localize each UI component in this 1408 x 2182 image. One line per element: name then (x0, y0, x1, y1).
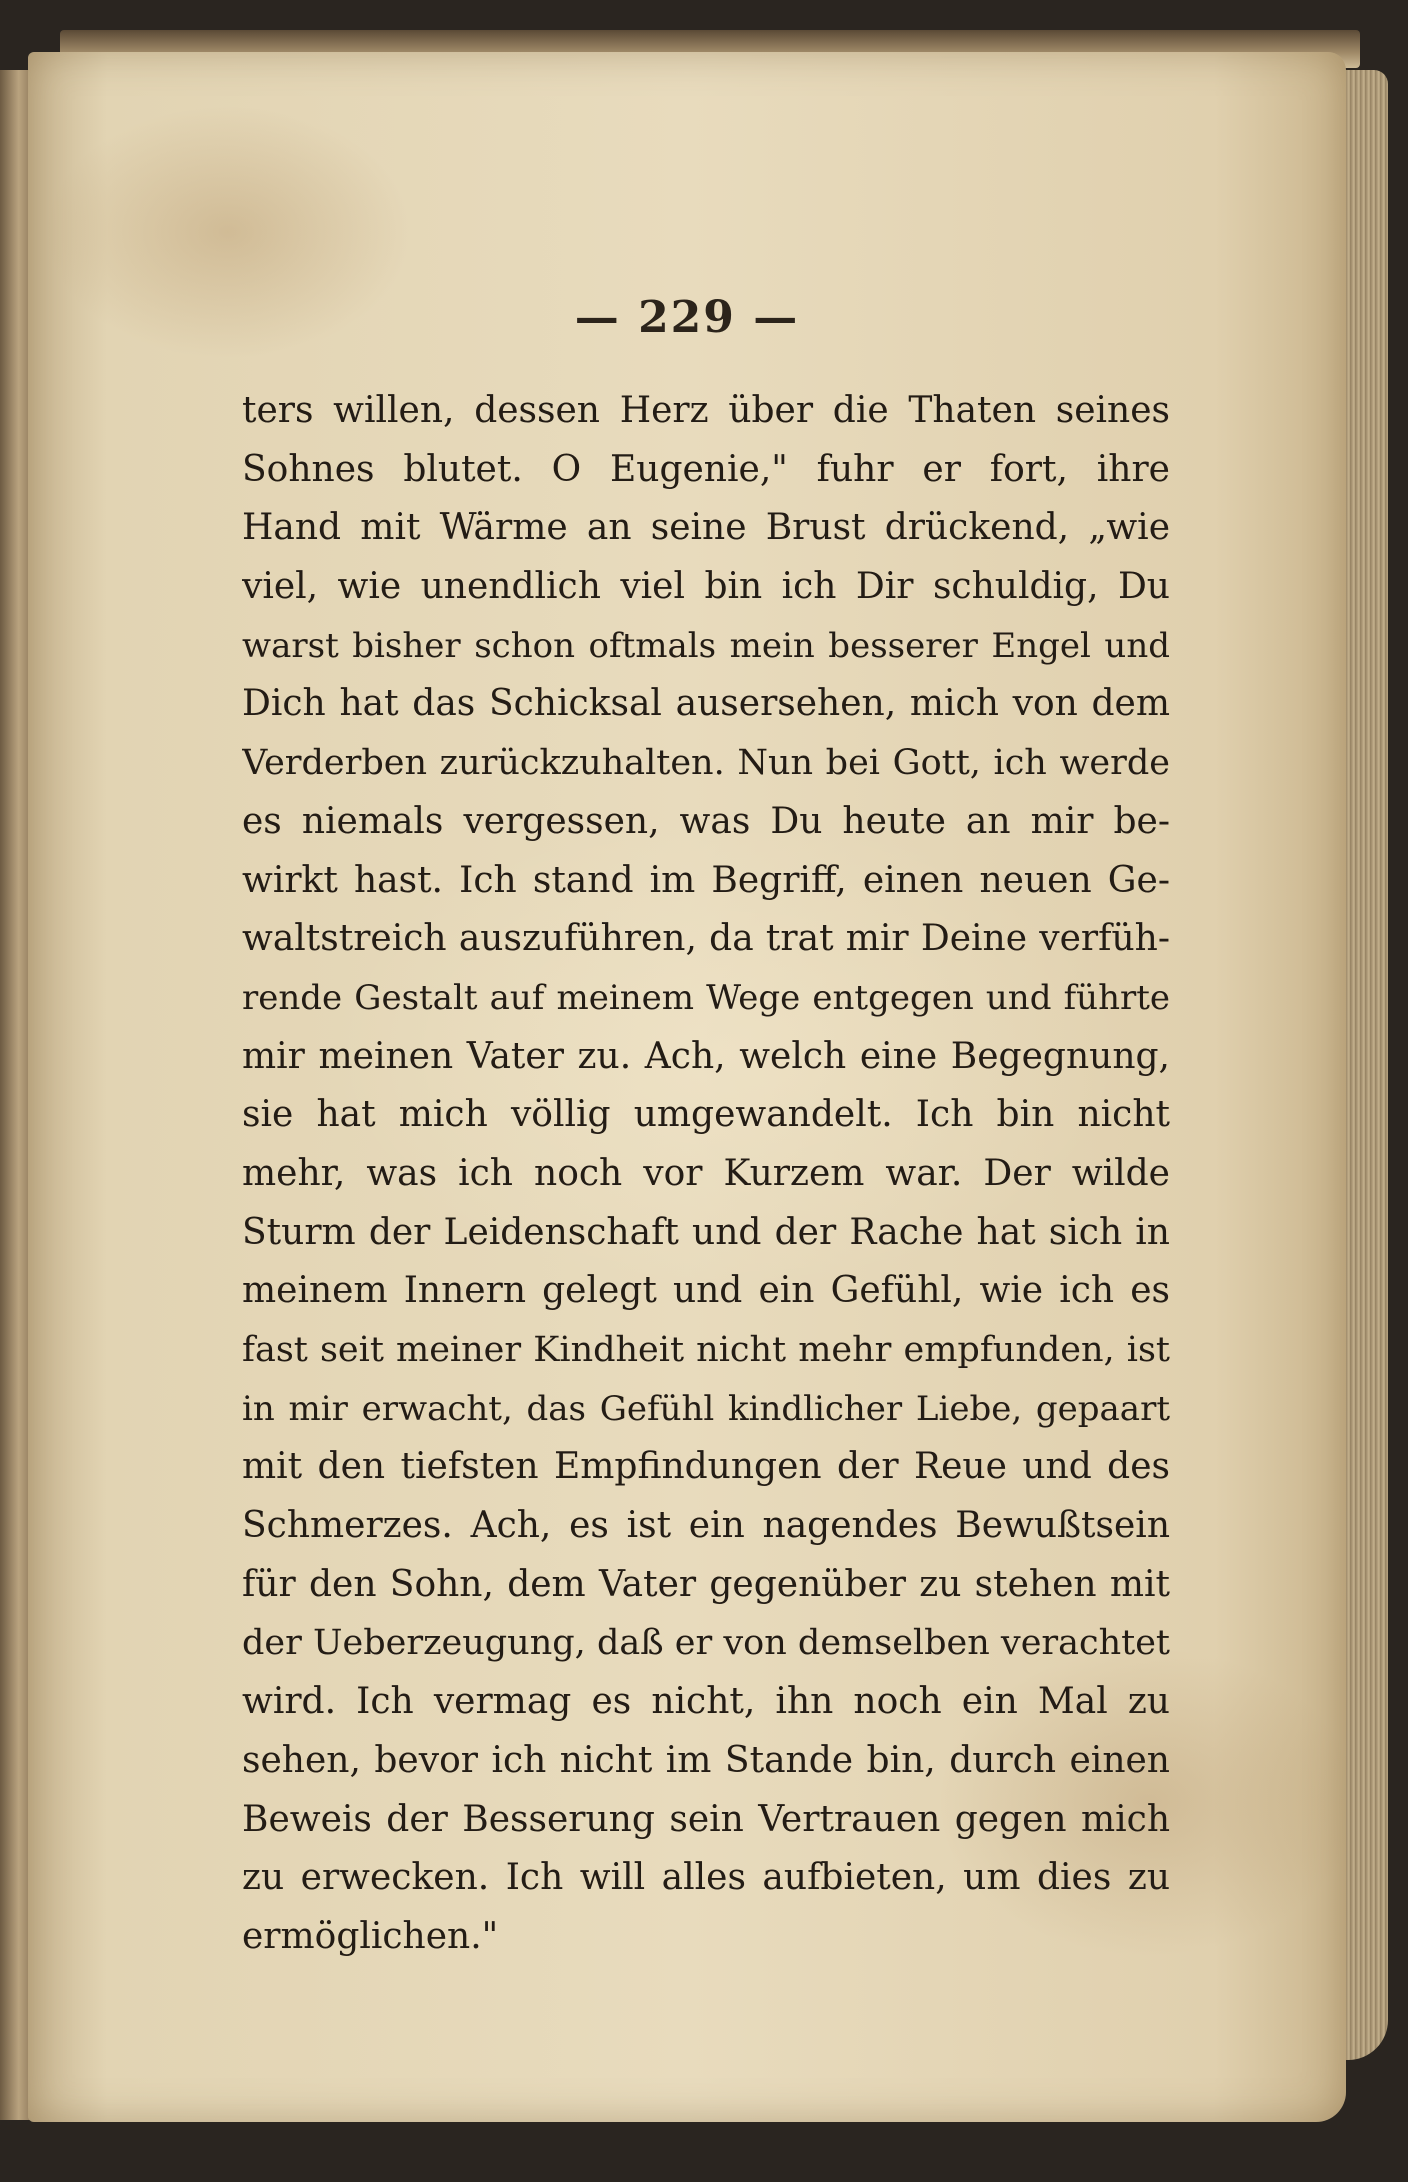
text-line: zu erwecken. Ich will alles aufbieten, um dies zu (242, 1857, 1170, 1899)
text-line: wird. Ich vermag es nicht, ihn noch ein Mal zu (242, 1681, 1170, 1723)
text-line: mehr, was ich noch vor Kurzem war. Der wilde (242, 1152, 1170, 1194)
text-line: Sturm der Leidenschaft und der Rache hat sich in (242, 1211, 1170, 1253)
text-line: Verderben zurückzuhalten. Nun bei Gott, ich werde (242, 743, 1170, 784)
text-line: viel, wie unendlich viel bin ich Dir schuldig, Du (242, 566, 1170, 608)
text-line: es niemals vergessen, was Du heute an mir be- (242, 800, 1170, 842)
text-line: sie hat mich völlig umgewandelt. Ich bin nicht (242, 1094, 1170, 1136)
text-line: wirkt hast. Ich stand im Begriff, einen neuen Ge- (242, 859, 1170, 901)
text-line: mir meinen Vater zu. Ach, welch eine Begegnung, (242, 1035, 1170, 1077)
book-page (28, 52, 1346, 2122)
text-line: mit den tiefsten Empfindungen der Reue und des (242, 1446, 1170, 1488)
text-line: waltstreich auszuführen, da trat mir Deine verfüh- (242, 918, 1170, 960)
page-number: — 229 — (574, 292, 800, 343)
text-line: Dich hat das Schicksal ausersehen, mich von dem (242, 683, 1170, 725)
text-line: Beweis der Besserung sein Vertrauen gegen mich (242, 1798, 1170, 1840)
text-line: warst bisher schon oftmals mein besserer Engel und (242, 625, 1170, 666)
text-line: fast seit meiner Kindheit nicht mehr empfunden, ist (242, 1330, 1170, 1370)
text-line: rende Gestalt auf meinem Wege entgegen und führte (242, 977, 1170, 1018)
body-text (242, 382, 1170, 1967)
text-line: Schmerzes. Ach, es ist ein nagendes Bewußtsein (242, 1505, 1170, 1547)
text-line: Hand mit Wärme an seine Brust drückend, „wie (242, 507, 1170, 549)
text-line: ermöglichen." (242, 1915, 499, 1957)
text-line: in mir erwacht, das Gefühl kindlicher Liebe, gepaart (242, 1388, 1170, 1429)
text-line: der Ueberzeugung, daß er von demselben verachtet (242, 1623, 1170, 1664)
text-line: für den Sohn, dem Vater gegenüber zu stehen mit (242, 1563, 1170, 1605)
text-line: sehen, bevor ich nicht im Stande bin, durch einen (242, 1739, 1170, 1781)
text-line: meinem Innern gelegt und ein Gefühl, wie ich es (242, 1270, 1170, 1312)
page-stack-edge (1346, 70, 1388, 2060)
text-line: Sohnes blutet. O Eugenie," fuhr er fort, ihre (242, 448, 1170, 490)
text-line: ters willen, dessen Herz über die Thaten seines (242, 390, 1170, 431)
